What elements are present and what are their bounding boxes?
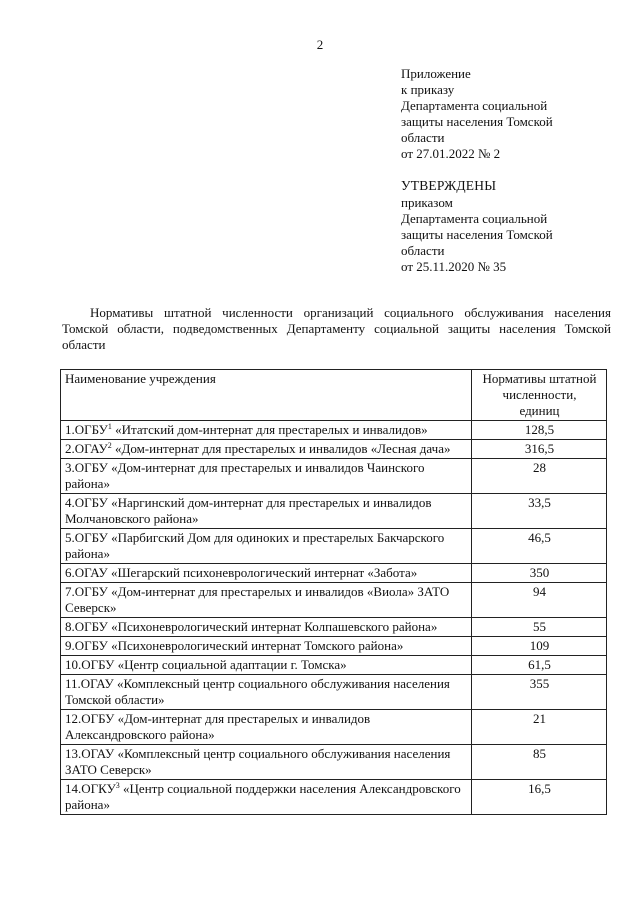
staff-norm-value: 355 <box>472 675 607 710</box>
institution-name: 1.ОГБУ <box>65 422 108 437</box>
table-row <box>61 564 607 583</box>
institution-name: 9.ОГБУ «Психоневрологический интернат Томского района» <box>65 638 404 653</box>
institution-name: 14.ОГКУ <box>65 781 116 796</box>
institution-name-cell <box>61 780 472 815</box>
staffing-norms-table <box>60 369 607 815</box>
table-row <box>61 440 607 459</box>
column-header-norm-line: Нормативы штатной <box>482 371 597 386</box>
table-row <box>61 780 607 815</box>
table-row <box>61 421 607 440</box>
approval-line: области <box>401 243 445 258</box>
table-header-row <box>61 370 607 421</box>
approval-line: Департамента социальной <box>401 211 548 226</box>
institution-name-rest: «Дом-интернат для престарелых и инвалидов «Лесная дача» <box>111 441 451 456</box>
institution-name: 2.ОГАУ <box>65 441 108 456</box>
institution-name-cell <box>61 637 472 656</box>
institution-name-cell <box>61 440 472 459</box>
table-row <box>61 529 607 564</box>
institution-name: 4.ОГБУ «Наргинский дом-интернат для престарелых и инвалидов Молчановского района» <box>65 495 432 526</box>
institution-name: 12.ОГБУ «Дом-интернат для престарелых и инвалидов Александровского района» <box>65 711 371 742</box>
institution-name: 11.ОГАУ «Комплексный центр социального обслуживания населения Томской области» <box>65 676 450 707</box>
staff-norm-value: 33,5 <box>472 494 607 529</box>
institution-name: 3.ОГБУ «Дом-интернат для престарелых и инвалидов Чаинского района» <box>65 460 425 491</box>
appendix-date-line: от 27.01.2022 № 2 <box>401 146 501 161</box>
institution-name-cell <box>61 618 472 637</box>
staff-norm-value: 128,5 <box>472 421 607 440</box>
institution-name: 5.ОГБУ «Парбигский Дом для одиноких и престарелых Бакчарского района» <box>65 530 445 561</box>
table-row <box>61 656 607 675</box>
document-title: Нормативы штатной численности организаций социального обслуживания населения Томской области, подведомственных Департаменту социальной защиты населения Томской области <box>62 305 611 352</box>
institution-name-rest: «Центр социальной поддержки населения Александровского района» <box>65 781 461 812</box>
appendix-block <box>401 66 606 162</box>
footnote-marker: 3 <box>115 781 120 790</box>
appendix-line: защиты населения Томской <box>401 114 553 129</box>
institution-name-cell <box>61 583 472 618</box>
column-header-name: Наименование учреждения <box>61 370 472 421</box>
table-row <box>61 710 607 745</box>
institution-name: 13.ОГАУ «Комплексный центр социального обслуживания населения ЗАТО Северск» <box>65 746 451 777</box>
table-row <box>61 637 607 656</box>
institution-name-cell <box>61 459 472 494</box>
table-row <box>61 675 607 710</box>
staff-norm-value: 316,5 <box>472 440 607 459</box>
institution-name-cell <box>61 710 472 745</box>
approval-line: защиты населения Томской <box>401 227 553 242</box>
staff-norm-value: 85 <box>472 745 607 780</box>
staff-norm-value: 94 <box>472 583 607 618</box>
staff-norm-value: 55 <box>472 618 607 637</box>
staff-norm-value: 46,5 <box>472 529 607 564</box>
staff-norm-value: 350 <box>472 564 607 583</box>
institution-name-cell <box>61 494 472 529</box>
footnote-marker: 1 <box>107 422 112 431</box>
institution-name: 6.ОГАУ «Шегарский психоневрологический интернат «Забота» <box>65 565 418 580</box>
appendix-line: Департамента социальной <box>401 98 548 113</box>
institution-name: 7.ОГБУ «Дом-интернат для престарелых и инвалидов «Виола» ЗАТО Северск» <box>65 584 450 615</box>
table-row <box>61 494 607 529</box>
staff-norm-value: 109 <box>472 637 607 656</box>
staff-norm-value: 61,5 <box>472 656 607 675</box>
table-row <box>61 459 607 494</box>
staff-norm-value: 16,5 <box>472 780 607 815</box>
approval-heading: УТВЕРЖДЕНЫ <box>401 178 497 193</box>
column-header-norm <box>472 370 607 421</box>
institution-name-cell <box>61 745 472 780</box>
approval-line: приказом <box>401 195 453 210</box>
table-row <box>61 583 607 618</box>
table-row <box>61 745 607 780</box>
institution-name-cell <box>61 675 472 710</box>
appendix-line: Приложение <box>401 66 471 81</box>
institution-name-rest: «Итатский дом-интернат для престарелых и инвалидов» <box>111 422 428 437</box>
institution-name-cell <box>61 656 472 675</box>
footnote-marker: 2 <box>107 441 112 450</box>
institution-name: 10.ОГБУ «Центр социальной адаптации г. Томска» <box>65 657 347 672</box>
institution-name-cell <box>61 529 472 564</box>
page-number: 2 <box>316 37 324 52</box>
staff-norm-value: 28 <box>472 459 607 494</box>
institution-name-cell <box>61 564 472 583</box>
institution-name: 8.ОГБУ «Психоневрологический интернат Колпашевского района» <box>65 619 438 634</box>
column-header-norm-line: единиц <box>519 403 560 418</box>
approval-date-line: от 25.11.2020 № 35 <box>401 259 507 274</box>
institution-name-cell <box>61 421 472 440</box>
approval-block <box>401 178 606 275</box>
appendix-line: к приказу <box>401 82 455 97</box>
column-header-norm-line: численности, <box>502 387 577 402</box>
staff-norm-value: 21 <box>472 710 607 745</box>
appendix-line: области <box>401 130 445 145</box>
table-row <box>61 618 607 637</box>
